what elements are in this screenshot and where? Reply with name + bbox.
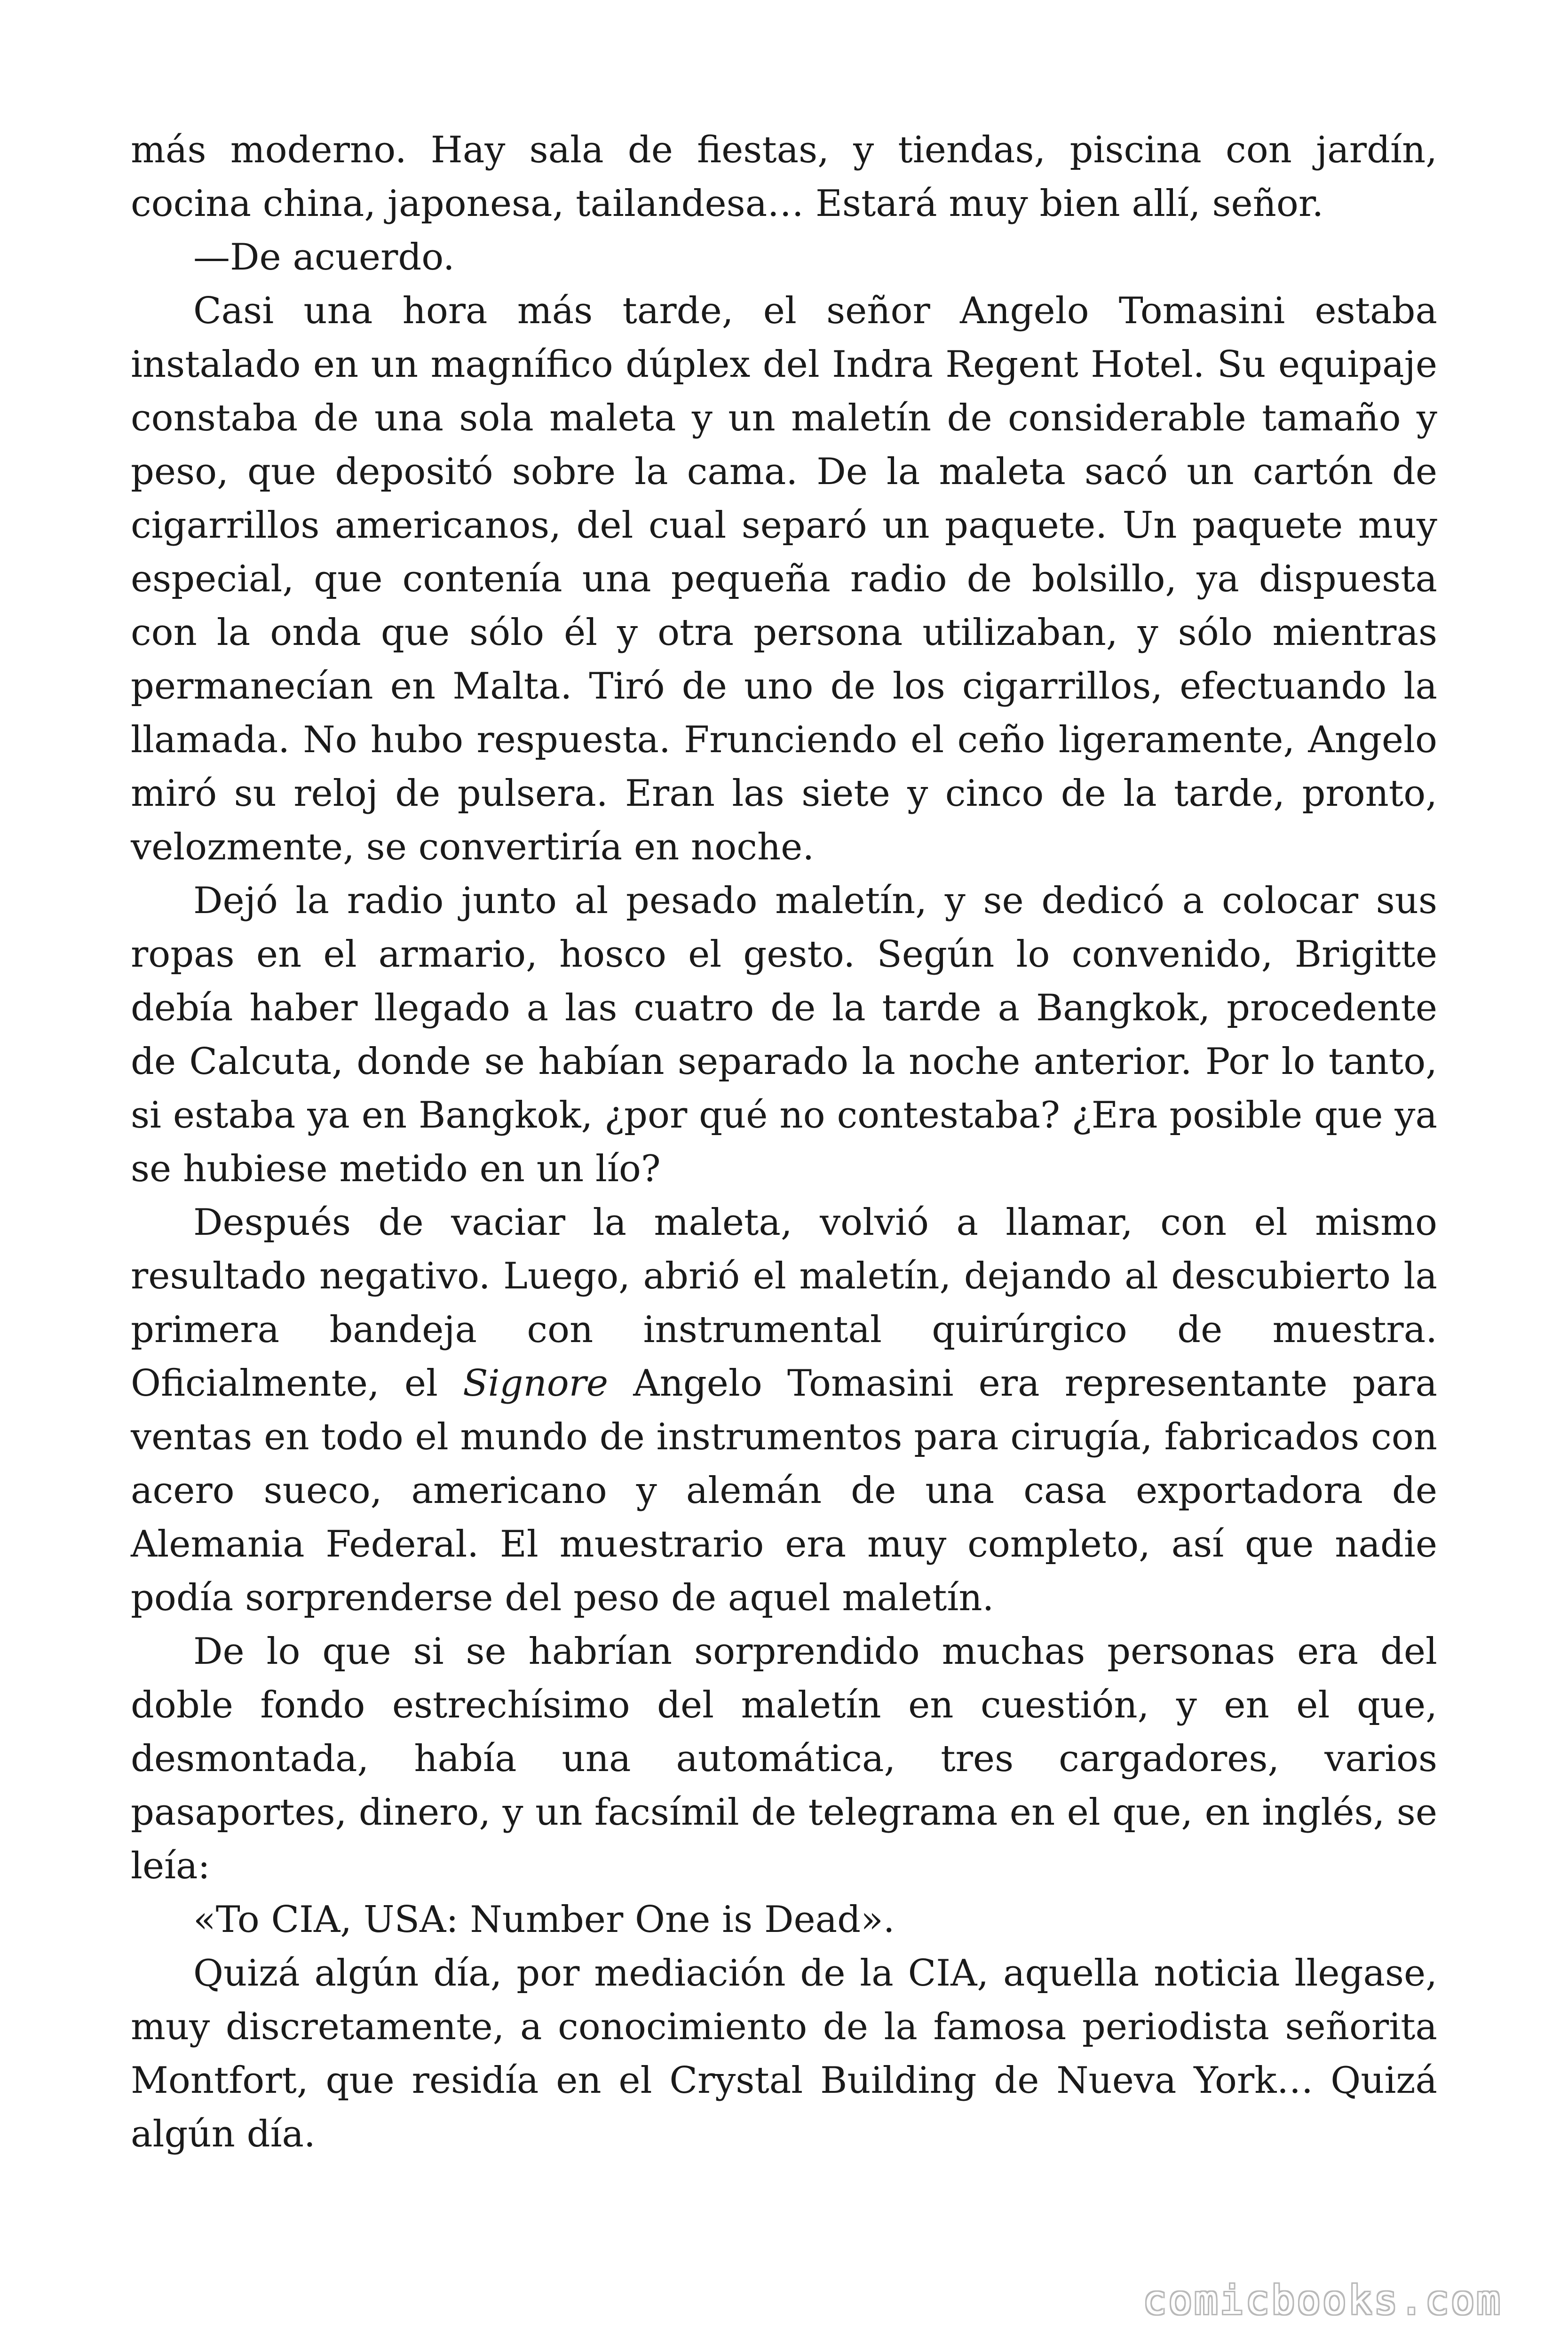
paragraph: Quizá algún día, por mediación de la CIA, aquella noticia llegase, muy discretamente, a conocimiento de la famosa periodista señorita Montfort, que residía en el Crystal Building de Nueva York… Quizá algún día. <box>131 1952 1437 2155</box>
paragraph-text-after: Angelo Tomasini era representante para ventas en todo el mundo de instrumentos para cirugía, fabricados con acero sueco, americano y alemán de una casa exportadora de Alemania Federal. El muestrario era muy completo, así que nadie podía sorprenderse del peso de aquel maletín. <box>131 1362 1438 1619</box>
paragraph-with-italic <box>131 1196 1437 1625</box>
paragraph: De lo que si se habrían sorprendido muchas personas era del doble fondo estrechísimo del maletín en cuestión, y en el que, desmontada, había una automática, tres cargadores, varios pasaportes, dinero, y un facsímil de telegrama en el que, en inglés, se leía: <box>131 1630 1437 1887</box>
watermark: comicbooks.com <box>1142 2277 1502 2323</box>
paragraph: —De acuerdo. <box>193 236 455 278</box>
italic-word: Signore <box>463 1362 609 1405</box>
telegram-quote: «To CIA, USA: Number One is Dead». <box>193 1899 895 1941</box>
paragraph: Casi una hora más tarde, el señor Angelo Tomasini estaba instalado en un magnífico dúplex del Indra Regent Hotel. Su equipaje constaba de una sola maleta y un maletín de considerable tamaño y peso, que depositó sobre la cama. De la maleta sacó un cartón de cigarrillos americanos, del cual separó un paquete. Un paquete muy especial, que contenía una pequeña radio de bolsillo, ya dispuesta con la onda que sólo él y otra persona utilizaban, y sólo mientras permanecían en Malta. Tiró de uno de los cigarrillos, efectuando la llamada. No hubo respuesta. Frunciendo el ceño ligeramente, Angelo miró su reloj de pulsera. Eran las siete y cinco de la tarde, pronto, velozmente, se convertiría en noche. <box>131 290 1437 868</box>
paragraph: Dejó la radio junto al pesado maletín, y se dedicó a colocar sus ropas en el armario, hosco el gesto. Según lo convenido, Brigitte debía haber llegado a las cuatro de la tarde a Bangkok, procedente de Calcuta, donde se habían separado la noche anterior. Por lo tanto, si estaba ya en Bangkok, ¿por qué no contestaba? ¿Era posible que ya se hubiese metido en un lío? <box>131 880 1437 1190</box>
book-page-text <box>131 123 1437 2161</box>
paragraph: más moderno. Hay sala de fiestas, y tiendas, piscina con jardín, cocina china, japonesa, tailandesa… Estará muy bien allí, señor. <box>131 129 1437 225</box>
paragraph-text-before: Después de vaciar la maleta, volvió a llamar, con el mismo resultado negativo. Luego, abrió el maletín, dejando al descubierto la primera bandeja con instrumental quirúrgico de muestra. Oficialmente, el <box>131 1201 1437 1405</box>
